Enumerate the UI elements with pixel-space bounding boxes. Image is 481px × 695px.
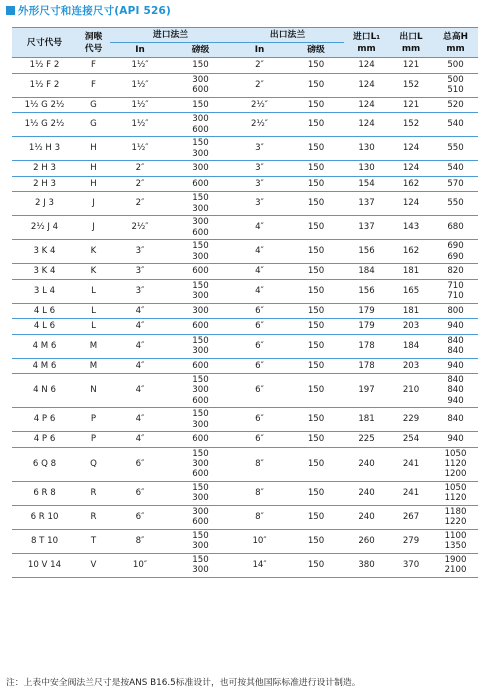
cell-outlet-class: 150 — [288, 161, 344, 177]
cell-outlet-size: 6″ — [231, 374, 288, 408]
cell-total-h: 690 690 — [433, 240, 478, 264]
cell-inlet-size: 4″ — [110, 408, 170, 432]
cell-outlet-class: 150 — [288, 137, 344, 161]
cell-outlet-class: 150 — [288, 358, 344, 374]
cell-outlet-class: 150 — [288, 113, 344, 137]
title-text: 外形尺寸和连接尺寸(API 526) — [18, 4, 171, 17]
cell-size-code: 3 L 4 — [12, 279, 77, 303]
cell-size-code: 4 M 6 — [12, 358, 77, 374]
cell-outlet-l: 370 — [389, 553, 433, 577]
cell-total-h: 840 840 940 — [433, 374, 478, 408]
cell-inlet-class: 300 600 — [170, 505, 231, 529]
cell-outlet-l: 152 — [389, 113, 433, 137]
cell-inlet-l1: 181 — [344, 408, 389, 432]
cell-inlet-class: 150 300 — [170, 529, 231, 553]
table-row — [12, 303, 478, 319]
cell-throat-code: R — [77, 481, 110, 505]
cell-outlet-class: 150 — [288, 97, 344, 113]
cell-outlet-class: 150 — [288, 408, 344, 432]
cell-size-code: 4 L 6 — [12, 319, 77, 335]
cell-inlet-size: 1½″ — [110, 113, 170, 137]
header-outlet-l — [389, 28, 433, 58]
cell-inlet-l1: 240 — [344, 447, 389, 481]
cell-total-h: 1050 1120 1200 — [433, 447, 478, 481]
cell-inlet-l1: 124 — [344, 58, 389, 74]
cell-total-h: 550 — [433, 192, 478, 216]
cell-outlet-size: 4″ — [231, 264, 288, 280]
cell-inlet-class: 600 — [170, 264, 231, 280]
table-row — [12, 264, 478, 280]
cell-total-h: 710 710 — [433, 279, 478, 303]
cell-outlet-size: 3″ — [231, 161, 288, 177]
cell-outlet-class: 150 — [288, 319, 344, 335]
table-header — [12, 28, 478, 58]
cell-throat-code: R — [77, 505, 110, 529]
header-inlet-flange: 进口法兰 — [110, 28, 231, 43]
cell-inlet-size: 4″ — [110, 432, 170, 448]
cell-inlet-l1: 380 — [344, 553, 389, 577]
cell-outlet-size: 2″ — [231, 73, 288, 97]
header-inlet-class: 磅级 — [170, 43, 231, 58]
cell-inlet-size: 6″ — [110, 447, 170, 481]
cell-outlet-l: 203 — [389, 319, 433, 335]
cell-inlet-size: 2″ — [110, 176, 170, 192]
cell-inlet-class: 150 — [170, 97, 231, 113]
cell-outlet-class: 150 — [288, 216, 344, 240]
cell-total-h: 940 — [433, 358, 478, 374]
cell-inlet-l1: 179 — [344, 303, 389, 319]
table-row — [12, 319, 478, 335]
table-row — [12, 73, 478, 97]
cell-total-h: 840 — [433, 408, 478, 432]
cell-inlet-class: 300 — [170, 161, 231, 177]
cell-inlet-l1: 197 — [344, 374, 389, 408]
cell-inlet-l1: 137 — [344, 216, 389, 240]
cell-total-h: 500 — [433, 58, 478, 74]
cell-size-code: 3 K 4 — [12, 264, 77, 280]
title-square-icon — [6, 6, 15, 15]
cell-throat-code: Q — [77, 447, 110, 481]
cell-inlet-size: 8″ — [110, 529, 170, 553]
cell-total-h: 1050 1120 — [433, 481, 478, 505]
cell-outlet-class: 150 — [288, 303, 344, 319]
cell-outlet-l: 162 — [389, 240, 433, 264]
cell-total-h: 540 — [433, 161, 478, 177]
cell-inlet-class: 150 300 — [170, 192, 231, 216]
cell-throat-code: H — [77, 161, 110, 177]
table-row — [12, 334, 478, 358]
cell-inlet-l1: 137 — [344, 192, 389, 216]
cell-inlet-class: 150 300 — [170, 481, 231, 505]
cell-inlet-size: 6″ — [110, 505, 170, 529]
cell-total-h: 500 510 — [433, 73, 478, 97]
cell-inlet-size: 2″ — [110, 192, 170, 216]
cell-outlet-l: 181 — [389, 264, 433, 280]
cell-throat-code: F — [77, 73, 110, 97]
cell-total-h: 840 840 — [433, 334, 478, 358]
cell-size-code: 2 J 3 — [12, 192, 77, 216]
cell-size-code: 6 R 8 — [12, 481, 77, 505]
cell-size-code: 4 L 6 — [12, 303, 77, 319]
table-row — [12, 358, 478, 374]
cell-inlet-l1: 225 — [344, 432, 389, 448]
cell-outlet-l: 165 — [389, 279, 433, 303]
cell-inlet-size: 4″ — [110, 374, 170, 408]
cell-throat-code: M — [77, 358, 110, 374]
cell-size-code: 10 V 14 — [12, 553, 77, 577]
cell-outlet-l: 124 — [389, 137, 433, 161]
cell-outlet-class: 150 — [288, 505, 344, 529]
cell-outlet-size: 3″ — [231, 176, 288, 192]
cell-outlet-l: 124 — [389, 192, 433, 216]
header-total-h — [433, 28, 478, 58]
cell-outlet-size: 6″ — [231, 432, 288, 448]
cell-outlet-size: 6″ — [231, 408, 288, 432]
cell-throat-code: J — [77, 216, 110, 240]
cell-inlet-class: 150 300 — [170, 334, 231, 358]
cell-outlet-l: 229 — [389, 408, 433, 432]
cell-outlet-size: 3″ — [231, 192, 288, 216]
header-outlet-l-line1: 出口L — [399, 31, 423, 42]
table-row — [12, 505, 478, 529]
cell-size-code: 4 M 6 — [12, 334, 77, 358]
cell-size-code: 3 K 4 — [12, 240, 77, 264]
cell-outlet-class: 150 — [288, 176, 344, 192]
cell-throat-code: G — [77, 97, 110, 113]
header-throat-code-line1: 洞喉 — [84, 31, 103, 42]
cell-inlet-size: 3″ — [110, 264, 170, 280]
cell-outlet-class: 150 — [288, 529, 344, 553]
cell-inlet-size: 6″ — [110, 481, 170, 505]
cell-throat-code: V — [77, 553, 110, 577]
cell-inlet-l1: 240 — [344, 505, 389, 529]
table-row — [12, 553, 478, 577]
cell-outlet-l: 143 — [389, 216, 433, 240]
table-row — [12, 97, 478, 113]
cell-outlet-l: 184 — [389, 334, 433, 358]
header-outlet-l-line2: mm — [401, 43, 421, 54]
cell-inlet-l1: 156 — [344, 240, 389, 264]
cell-outlet-l: 121 — [389, 58, 433, 74]
cell-total-h: 1100 1350 — [433, 529, 478, 553]
cell-inlet-class: 300 600 — [170, 216, 231, 240]
cell-inlet-l1: 178 — [344, 334, 389, 358]
cell-outlet-size: 4″ — [231, 240, 288, 264]
cell-outlet-l: 267 — [389, 505, 433, 529]
cell-throat-code: K — [77, 240, 110, 264]
table-row — [12, 58, 478, 74]
cell-throat-code: J — [77, 192, 110, 216]
cell-outlet-class: 150 — [288, 240, 344, 264]
cell-outlet-l: 152 — [389, 73, 433, 97]
cell-throat-code: L — [77, 279, 110, 303]
cell-inlet-l1: 130 — [344, 161, 389, 177]
table-row — [12, 481, 478, 505]
header-size-code: 尺寸代号 — [12, 28, 77, 58]
cell-outlet-class: 150 — [288, 334, 344, 358]
cell-outlet-size: 2½″ — [231, 97, 288, 113]
cell-outlet-class: 150 — [288, 279, 344, 303]
cell-outlet-size: 8″ — [231, 505, 288, 529]
cell-throat-code: T — [77, 529, 110, 553]
header-inlet-l1-line2: mm — [357, 43, 376, 54]
cell-outlet-size: 2″ — [231, 58, 288, 74]
cell-inlet-class: 150 300 — [170, 240, 231, 264]
cell-total-h: 940 — [433, 432, 478, 448]
table-row — [12, 176, 478, 192]
cell-inlet-l1: 179 — [344, 319, 389, 335]
cell-inlet-l1: 184 — [344, 264, 389, 280]
header-outlet-flange: 出口法兰 — [231, 28, 344, 43]
cell-outlet-size: 10″ — [231, 529, 288, 553]
table-row — [12, 447, 478, 481]
cell-throat-code: M — [77, 334, 110, 358]
cell-outlet-size: 4″ — [231, 216, 288, 240]
cell-inlet-size: 1½″ — [110, 97, 170, 113]
table-row — [12, 432, 478, 448]
cell-inlet-l1: 130 — [344, 137, 389, 161]
cell-inlet-class: 150 300 — [170, 137, 231, 161]
cell-inlet-class: 150 300 — [170, 553, 231, 577]
cell-outlet-size: 6″ — [231, 303, 288, 319]
cell-total-h: 940 — [433, 319, 478, 335]
cell-total-h: 680 — [433, 216, 478, 240]
cell-size-code: 1½ F 2 — [12, 58, 77, 74]
header-inlet-l1 — [344, 28, 389, 58]
cell-inlet-size: 1½″ — [110, 73, 170, 97]
cell-throat-code: F — [77, 58, 110, 74]
cell-inlet-l1: 124 — [344, 97, 389, 113]
footnote: 注：上表中安全阀法兰尺寸是按ANS B16.5标准设计，也可按其他国际标准进行设计制造。 — [6, 678, 361, 688]
cell-outlet-class: 150 — [288, 374, 344, 408]
cell-size-code: 4 N 6 — [12, 374, 77, 408]
cell-outlet-l: 124 — [389, 161, 433, 177]
cell-size-code: 1½ H 3 — [12, 137, 77, 161]
cell-inlet-l1: 156 — [344, 279, 389, 303]
cell-size-code: 1½ G 2½ — [12, 113, 77, 137]
cell-size-code: 4 P 6 — [12, 408, 77, 432]
cell-inlet-l1: 124 — [344, 73, 389, 97]
header-inlet-in: In — [110, 43, 170, 58]
dimension-table — [12, 27, 478, 578]
cell-total-h: 1900 2100 — [433, 553, 478, 577]
cell-inlet-size: 4″ — [110, 334, 170, 358]
cell-throat-code: L — [77, 303, 110, 319]
cell-inlet-l1: 154 — [344, 176, 389, 192]
cell-outlet-size: 14″ — [231, 553, 288, 577]
cell-outlet-class: 150 — [288, 553, 344, 577]
cell-inlet-class: 150 300 600 — [170, 447, 231, 481]
cell-size-code: 6 R 10 — [12, 505, 77, 529]
table-body — [12, 58, 478, 578]
table-row — [12, 408, 478, 432]
cell-outlet-class: 150 — [288, 192, 344, 216]
cell-inlet-class: 300 600 — [170, 113, 231, 137]
cell-throat-code: H — [77, 176, 110, 192]
cell-inlet-size: 4″ — [110, 358, 170, 374]
cell-inlet-size: 2½″ — [110, 216, 170, 240]
cell-inlet-size: 2″ — [110, 161, 170, 177]
cell-total-h: 550 — [433, 137, 478, 161]
cell-inlet-class: 150 300 — [170, 408, 231, 432]
cell-total-h: 540 — [433, 113, 478, 137]
cell-throat-code: P — [77, 432, 110, 448]
cell-inlet-l1: 124 — [344, 113, 389, 137]
cell-outlet-size: 3″ — [231, 137, 288, 161]
cell-size-code: 2 H 3 — [12, 161, 77, 177]
cell-outlet-l: 162 — [389, 176, 433, 192]
cell-inlet-class: 150 300 600 — [170, 374, 231, 408]
cell-outlet-class: 150 — [288, 447, 344, 481]
cell-outlet-size: 2½″ — [231, 113, 288, 137]
cell-inlet-size: 10″ — [110, 553, 170, 577]
cell-throat-code: L — [77, 319, 110, 335]
cell-outlet-l: 241 — [389, 447, 433, 481]
cell-total-h: 1180 1220 — [433, 505, 478, 529]
cell-inlet-class: 150 300 — [170, 279, 231, 303]
cell-outlet-l: 203 — [389, 358, 433, 374]
cell-throat-code: N — [77, 374, 110, 408]
cell-inlet-size: 4″ — [110, 303, 170, 319]
cell-throat-code: G — [77, 113, 110, 137]
cell-inlet-class: 600 — [170, 432, 231, 448]
cell-inlet-class: 600 — [170, 319, 231, 335]
header-inlet-l1-line1: 进口L₁ — [353, 31, 381, 42]
table-row — [12, 137, 478, 161]
cell-inlet-class: 300 600 — [170, 73, 231, 97]
table-row — [12, 279, 478, 303]
cell-size-code: 6 Q 8 — [12, 447, 77, 481]
cell-size-code: 4 P 6 — [12, 432, 77, 448]
header-total-h-line1: 总高H — [443, 31, 469, 42]
table-row — [12, 161, 478, 177]
cell-outlet-l: 241 — [389, 481, 433, 505]
cell-inlet-size: 4″ — [110, 319, 170, 335]
table-row — [12, 374, 478, 408]
cell-size-code: 1½ G 2½ — [12, 97, 77, 113]
cell-inlet-l1: 178 — [344, 358, 389, 374]
header-outlet-class: 磅级 — [288, 43, 344, 58]
cell-inlet-l1: 260 — [344, 529, 389, 553]
cell-outlet-class: 150 — [288, 481, 344, 505]
cell-total-h: 800 — [433, 303, 478, 319]
cell-outlet-l: 181 — [389, 303, 433, 319]
cell-inlet-size: 3″ — [110, 240, 170, 264]
cell-outlet-class: 150 — [288, 58, 344, 74]
cell-outlet-l: 210 — [389, 374, 433, 408]
cell-throat-code: P — [77, 408, 110, 432]
cell-outlet-size: 6″ — [231, 358, 288, 374]
cell-inlet-class: 600 — [170, 176, 231, 192]
cell-outlet-class: 150 — [288, 264, 344, 280]
cell-outlet-size: 6″ — [231, 319, 288, 335]
cell-throat-code: H — [77, 137, 110, 161]
section-title — [6, 3, 171, 17]
cell-inlet-class: 150 — [170, 58, 231, 74]
table-row — [12, 192, 478, 216]
cell-inlet-l1: 240 — [344, 481, 389, 505]
table-row — [12, 240, 478, 264]
cell-outlet-size: 8″ — [231, 481, 288, 505]
table-row — [12, 216, 478, 240]
header-total-h-line2: mm — [446, 43, 465, 54]
cell-inlet-class: 300 — [170, 303, 231, 319]
cell-outlet-l: 121 — [389, 97, 433, 113]
cell-throat-code: K — [77, 264, 110, 280]
cell-inlet-size: 3″ — [110, 279, 170, 303]
table-row — [12, 113, 478, 137]
cell-size-code: 2½ J 4 — [12, 216, 77, 240]
cell-outlet-class: 150 — [288, 432, 344, 448]
cell-inlet-size: 1½″ — [110, 58, 170, 74]
cell-outlet-size: 6″ — [231, 334, 288, 358]
cell-total-h: 520 — [433, 97, 478, 113]
cell-inlet-size: 1½″ — [110, 137, 170, 161]
table-row — [12, 529, 478, 553]
header-outlet-in: In — [231, 43, 288, 58]
header-throat-code — [77, 28, 110, 58]
cell-total-h: 570 — [433, 176, 478, 192]
cell-outlet-size: 4″ — [231, 279, 288, 303]
cell-outlet-size: 8″ — [231, 447, 288, 481]
cell-size-code: 1½ F 2 — [12, 73, 77, 97]
cell-outlet-l: 254 — [389, 432, 433, 448]
cell-total-h: 820 — [433, 264, 478, 280]
cell-outlet-l: 279 — [389, 529, 433, 553]
cell-size-code: 8 T 10 — [12, 529, 77, 553]
cell-inlet-class: 600 — [170, 358, 231, 374]
cell-outlet-class: 150 — [288, 73, 344, 97]
header-throat-code-line2: 代号 — [84, 43, 103, 54]
cell-size-code: 2 H 3 — [12, 176, 77, 192]
